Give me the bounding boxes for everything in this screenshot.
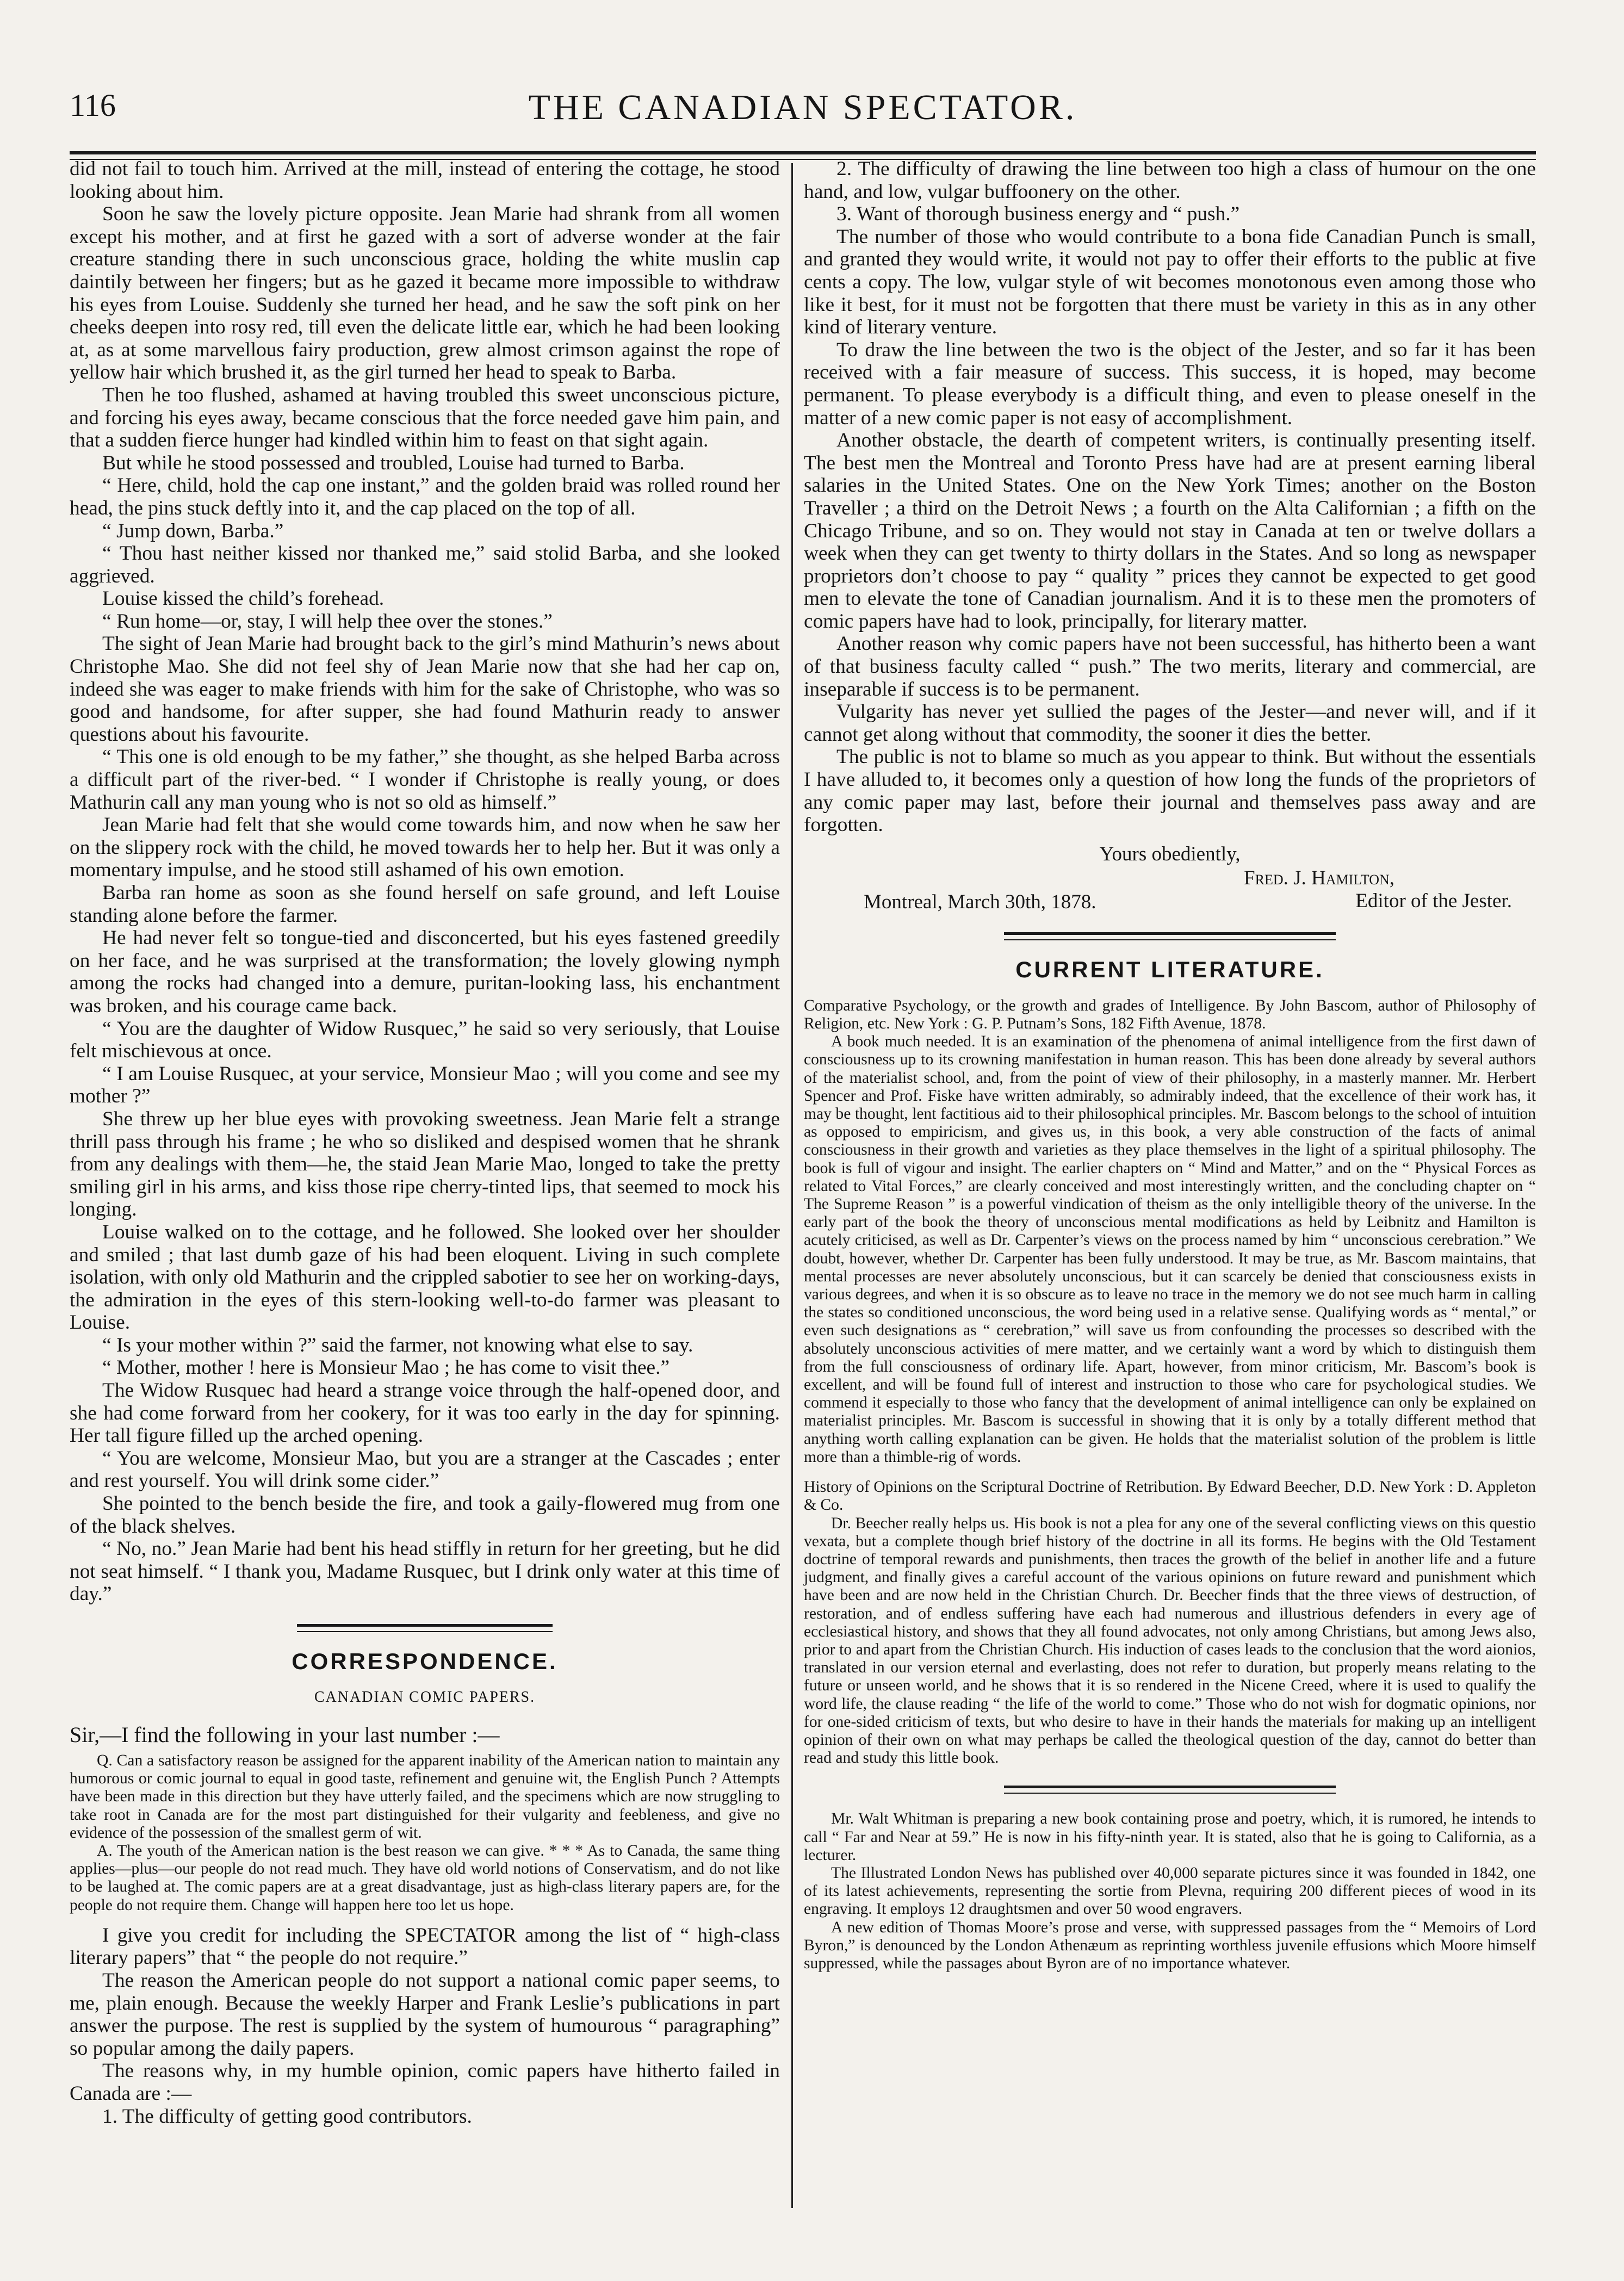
letter-date: Montreal, March 30th, 1878. (864, 890, 1096, 913)
left-column (70, 158, 780, 2128)
story-paragraph: “ Mother, mother ! here is Monsieur Mao ; he has come to visit thee.” (102, 1356, 670, 1379)
letter-paragraph: Vulgarity has never yet sullied the pages of the Jester—and never will, and if it cannot get along without that commodity, the sooner it dies the better. (804, 701, 1536, 746)
signature-title: Editor of the Jester. (1355, 889, 1512, 912)
quoted-question: Q. Can a satisfactory reason be assigned for the apparent inability of the American nation to maintain any humorous or comic journal to equal in good taste, refinement and genuine wit, the English Punch ? Attempts have been made in this direction but they have utterly failed, and the specimens which are now struggling to take root in Canada are for the most part distinguished for their vulgarity and feebleness, and give no evidence of the possession of the smallest germ of wit. (70, 1752, 780, 1842)
story-paragraph: She pointed to the bench beside the fire, and took a gaily-flowered mug from one of the black shelves. (70, 1492, 780, 1538)
right-column (804, 158, 1536, 1973)
section-rule (297, 1624, 553, 1632)
correspondence-subheading: CANADIAN COMIC PAPERS. (314, 1689, 536, 1706)
story-paragraph: “ You are welcome, Monsieur Mao, but you are a stranger at the Cascades ; enter and rest yourself. You will drink some cider.” (70, 1447, 780, 1492)
letter-paragraph: 1. The difficulty of getting good contributors. (102, 2105, 472, 2128)
story-paragraph: Then he too flushed, ashamed at having troubled this sweet unconscious picture, and forcing his eyes away, became conscious that the force needed gave him pain, and that a sudden fierce hunger had kindled within him to feast on that sight again. (70, 383, 780, 452)
story-paragraph: “ I am Louise Rusquec, at your service, Monsieur Mao ; will you come and see my mother ?” (70, 1062, 780, 1108)
letter-paragraph: 3. Want of thorough business energy and “ push.” (836, 203, 1240, 226)
story-paragraph: She threw up her blue eyes with provoking sweetness. Jean Marie felt a strange thrill pass through his frame ; he who so disliked and despised women that he shrank from any dealings with them—he, the staid Jean Marie Mao, longed to take the pretty smiling girl in his arms, and kiss those ripe cherry-tinted lips, that seemed to mock his longing. (70, 1107, 780, 1221)
signature-name: Fred. J. Hamilton, (1244, 866, 1394, 889)
letter-paragraph: Another reason why comic papers have not been successful, has hitherto been a want of that business faculty called “ push.” The two merits, literary and commercial, are inseparable if success is to be permanent. (804, 633, 1536, 701)
letter-paragraph: The reason the American people do not support a national comic paper seems, to me, plain enough. Because the weekly Harper and Frank Leslie’s publications in part answer the purpose. The rest is supplied by the system of humourous “ paragraphing” so popular among the daily papers. (70, 1969, 780, 2060)
story-paragraph: Jean Marie had felt that she would come towards him, and now when he saw her on the slippery rock with the child, he moved towards her to help her. But it was only a momentary impulse, and he stood still ashamed of his own emotion. (70, 814, 780, 882)
correspondence-heading: CORRESPONDENCE. (292, 1648, 558, 1674)
story-paragraph: “ Here, child, hold the cap one instant,” and the golden braid was rolled round her head, the pins stuck deftly into it, and the cap placed on the top of all. (70, 474, 780, 519)
story-paragraph: “ Run home—or, stay, I will help thee over the stones.” (102, 610, 553, 633)
story-paragraph: Soon he saw the lovely picture opposite. Jean Marie had shrank from all women except his mother, and at first he gazed with a sort of adverse wonder at the fair creature standing there in such unconscious grace, holding the white muslin cap daintily between her fingers; but as he gazed it became more impossible to withdraw his eyes from Louise. Suddenly she turned her head, and he saw the soft pink on her cheeks deepen into rosy red, till even the delicate little ear, which he had been looking at, as at some marvellous fairy production, grew almost crimson against the rope of yellow hair which brushed it, as the girl turned her head to speak to Barba. (70, 203, 780, 384)
story-paragraph: The sight of Jean Marie had brought back to the girl’s mind Mathurin’s news about Christophe Mao. She did not feel shy of Jean Marie now that she had her cap on, indeed she was eager to make friends with him for the sake of Christophe, who was so good and handsome, for after supper, she had found Mathurin ready to answer questions about his favourite. (70, 633, 780, 746)
story-paragraph: He had never felt so tongue-tied and disconcerted, but his eyes fastened greedily on her face, and he was surprised at the transformation; the lovely glowing nymph among the rocks had changed into a demure, puritan-looking lass, his enchantment was broken, and his courage came back. (70, 927, 780, 1017)
quoted-answer: A. The youth of the American nation is the best reason we can give. * * * As to Canada, the same thing applies—plus—our people do not read much. They have old world notions of Conservatism, and do not like to be laughed at. The comic papers are at a great disadvantage, just as high-class literary papers are, for the people do not require them. Change will happen here too let us hope. (70, 1842, 780, 1914)
section-rule (1004, 1786, 1336, 1794)
story-paragraph: “ Jump down, Barba.” (102, 519, 284, 542)
literary-note: A new edition of Thomas Moore’s prose and verse, with suppressed passages from the “ Memoirs of Lord Byron,” is denounced by the London Athenæum as reprinting worthless juvenile effusions which Moore himself suppressed, while the passages about Byron are of no importance whatever. (804, 1918, 1536, 1972)
story-paragraph: “ Thou hast neither kissed nor thanked me,” said stolid Barba, and she looked aggrieved. (70, 542, 780, 587)
book-review: Dr. Beecher really helps us. His book is not a plea for any one of the several conflicting views on this questio vexata, but a complete though brief history of the doctrine in all its forms. He begins with the Old Testament doctrine of temporal rewards and punishments, then traces the growth of the belief in another life and a future judgment, and finally gives a careful account of the various opinions on future reward and punishment which have been and are now held in the Christian Church. Dr. Beecher finds that the three views of destruction, of restoration, and of endless suffering have each had numerous and illustrious defenders in every age of ecclesiastical history, and shows that they all found advocates, not only among Christians, but among Jews also, prior to and apart from the Christian Church. His induction of cases leads to the conclusion that the word aionios, translated in our version eternal and everlasting, does not refer to duration, but properly means relating to the future or unseen world, and he shows that it is so rendered in the Nicene Creed, where it is used to qualify the word life, the clause reading “ the life of the world to come.” Those who do not wish for dogmatic opinions, nor for one-sided criticism of texts, but who desire to have in their hands the materials for making up an intelligent opinion of their own on what may perhaps be called the theological question of the day, cannot do better than read and study this little book. (804, 1514, 1536, 1767)
column-divider (791, 163, 793, 2208)
masthead-title: THE CANADIAN SPECTATOR. (528, 88, 1077, 127)
book-heading: Comparative Psychology, or the growth and grades of Intelligence. By John Bascom, author of Philosophy of Religion, etc. New York : G. P. Putnam’s Sons, 182 Fifth Avenue, 1878. (804, 996, 1536, 1033)
story-paragraph: Louise walked on to the cottage, and he followed. She looked over her shoulder and smiled ; that last dumb gaze of his had been eloquent. Living in such complete isolation, with only old Mathurin and the crippled sabotier to see her on working-days, the admiration in the eyes of this stern-looking well-to-do farmer was pleasant to Louise. (70, 1220, 780, 1334)
page-number: 116 (70, 88, 116, 123)
story-paragraph: Barba ran home as soon as she found herself on safe ground, and left Louise standing alone before the farmer. (70, 882, 780, 927)
story-paragraph: “ This one is old enough to be my father,” she thought, as she helped Barba across a difficult part of the river-bed. “ I wonder if Christophe is really young, or does Mathurin call any man young who is not so old as himself.” (70, 746, 780, 814)
letter-paragraph: The public is not to blame so much as you appear to think. But without the essentials I have alluded to, it becomes only a question of how long the funds of the proprietors of any comic paper may last, before their journal and themselves pass away and are forgotten. (804, 746, 1536, 836)
literature-heading: CURRENT LITERATURE. (1015, 956, 1324, 982)
story-paragraph: “ Is your mother within ?” said the farmer, not knowing what else to say. (102, 1334, 693, 1356)
letter-paragraph: The reasons why, in my humble opinion, comic papers have hitherto failed in Canada are :— (70, 2060, 780, 2105)
quoted-passage (70, 1752, 780, 1914)
letter-paragraph: To draw the line between the two is the object of the Jester, and so far it has been received with a fair measure of success. This success, it is hoped, may become permanent. To please everybody is a difficult thing, and even to please oneself in the matter of a new comic paper is not easy of accomplishment. (804, 338, 1536, 429)
book-heading: History of Opinions on the Scriptural Doctrine of Retribution. By Edward Beecher, D.D. New York : D. Appleton & Co. (804, 1478, 1536, 1514)
story-paragraph: “ No, no.” Jean Marie had bent his head stiffly in return for her greeting, but he did not seat himself. “ I thank you, Madame Rusquec, but I drink only water at this time of day.” (70, 1538, 780, 1606)
letter-signoff: Yours obediently, (1099, 842, 1241, 865)
book-review: A book much needed. It is an examination of the phenomena of animal intelligence from the first dawn of consciousness up to its crowning manifestation in human reason. This has been done already by several authors of the materialist school, and, from the point of view of their philosophy, in a masterly manner. Mr. Herbert Spencer and Prof. Fiske have written admirably, so admirably indeed, that the excellence of their work has, it may be thought, lent factitious aid to their philosophical principles. Mr. Bascom belongs to the school of intuition as opposed to empiricism, and gives us, in this book, a very able construction of the facts of animal consciousness in their growth and varieties as they place themselves in the light of a spiritual philosophy. The book is full of vigour and insight. The earlier chapters on “ Mind and Matter,” and on the “ Physical Forces as related to Vital Forces,” are clearly conceived and most interestingly written, and the concluding chapter on “ The Supreme Reason ” is a powerful vindication of theism as the only intelligible theory of the universe. In the early part of the book the theory of unconscious mental modifications as held by Leibnitz and Hamilton is acutely criticised, as well as Dr. Carpenter’s views on the process named by him “ unconscious cerebration.” We doubt, however, whether Dr. Carpenter has been fully understood. It may be true, as Mr. Bascom maintains, that mental processes are never absolutely unconscious, but it can scarcely be denied that consciousness exists in various degrees, and when it is so obscure as to leave no trace in the memory we do not see much harm in calling the states so conditioned unconscious, the word being used in a relative sense. Qualifying words as “ mental,” or even such designations as “ cerebration,” will save us from confounding the processes so described with the absolutely unconscious activities of mere matter, and we certainly want a word by which to distinguish them from the full consciousness of ordinary life. Apart, however, from minor criticism, Mr. Bascom’s book is excellent, and will be found full of interest and instruction to those who care for psychological studies. We commend it especially to those who fancy that the development of animal intelligence can only be explained on materialist principles. Mr. Bascom is successful in showing that it is only by a totally different method that anything worth calling explanation can be given. He holds that the materialist solution of the problem is little more than a thimble-rig of words. (804, 1033, 1536, 1466)
letter-paragraph: The number of those who would contribute to a bona fide Canadian Punch is small, and granted they would write, it would not pay to offer their efforts to the public at five cents a copy. The low, vulgar style of wit becomes monotonous even among those who like it best, for it must not be forgotten that there must be variety in this as in any other kind of literary venture. (804, 225, 1536, 339)
story-paragraph: But while he stood possessed and troubled, Louise had turned to Barba. (102, 451, 685, 474)
page-header (70, 87, 1536, 139)
literary-note: The Illustrated London News has published over 40,000 separate pictures since it was founded in 1842, one of its latest achievements, representing the sortie from Plevna, requiring 200 different pieces of wood in its engraving. It employs 12 draughtsmen and over 50 wood engravers. (804, 1864, 1536, 1918)
story-paragraph: did not fail to touch him. Arrived at the mill, instead of entering the cottage, he stood looking about him. (70, 158, 780, 203)
letter-salutation: Sir,—I find the following in your last number :— (70, 1722, 500, 1747)
section-rule (1004, 932, 1336, 940)
letter-paragraph: Another obstacle, the dearth of competent writers, is continually presenting itself. The best men the Montreal and Toronto Press have had are at present earning liberal salaries in the United States. One on the New York Times; another on the Boston Traveller ; a third on the Detroit News ; a fourth on the Alta Californian ; a fifth on the Chicago Tribune, and so on. They would not stay in Canada at ten or twelve dollars a week when they can get twenty to thirty dollars in the States. And so long as newspaper proprietors don’t choose to pay “ quality ” prices they cannot be expected to get good men to elevate the tone of Canadian journalism. And it is to these men the promoters of comic papers have had to look, principally, for literary matter. (804, 429, 1536, 633)
story-paragraph: “ You are the daughter of Widow Rusquec,” he said so very seriously, that Louise felt mischievous at once. (70, 1017, 780, 1063)
literary-note: Mr. Walt Whitman is preparing a new book containing prose and poetry, which, it is rumored, he intends to call “ Far and Near at 59.” He is now in his fifty-ninth year. It is stated, also that he is going to California, as a lecturer. (804, 1810, 1536, 1864)
letter-paragraph: I give you credit for including the SPECTATOR among the list of “ high-class literary papers” that “ the people do not require.” (70, 1924, 780, 1969)
story-paragraph: The Widow Rusquec had heard a strange voice through the half-opened door, and she had come forward from her cookery, for it was too early in the day for spinning. Her tall figure filled up the arched opening. (70, 1379, 780, 1447)
story-paragraph: Louise kissed the child’s forehead. (102, 587, 385, 610)
letter-paragraph: 2. The difficulty of drawing the line between too high a class of humour on the one hand, and low, vulgar buffoonery on the other. (804, 158, 1536, 203)
